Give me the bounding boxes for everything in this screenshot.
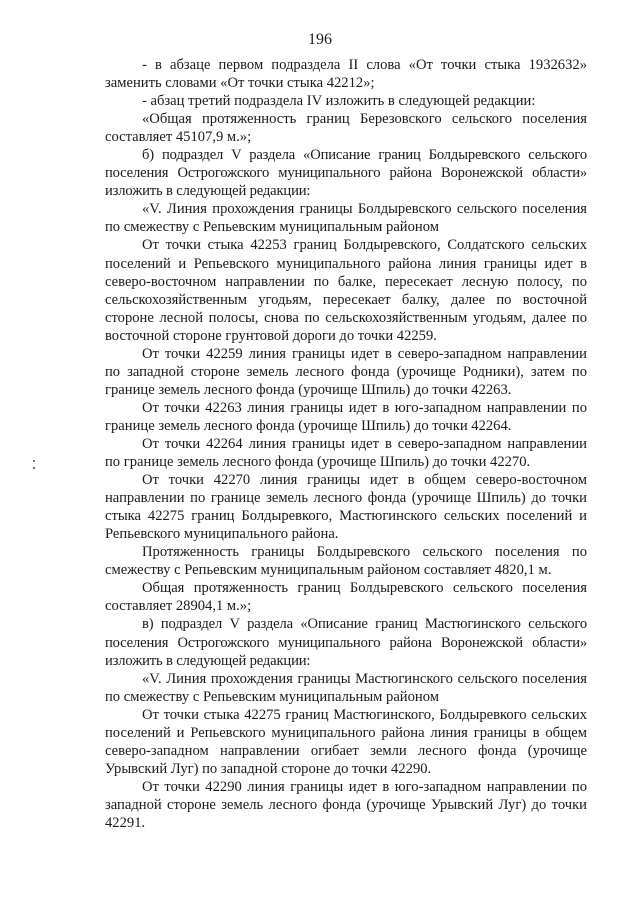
paragraph-boldyrevsky-border-length: Протяженность границы Болдыревского сельского поселения по смежеству с Репьевским муниципальным районом составляет 4820,1 м. [105, 544, 587, 579]
page-number: 196 [308, 31, 332, 48]
paragraph-amendment-subsection-4: - абзац третий подраздела IV изложить в следующей редакции: [142, 93, 536, 110]
paragraph-mastyuginsky-heading: «V. Линия прохождения границы Мастюгинского сельского поселения по смежеству с Репьевским муниципальным районом [105, 670, 587, 705]
paragraph-boldyrevsky-point-42259: От точки 42259 линия границы идет в северо-западном направлении по западной стороне земель лесного фонда (урочище Родники), затем по границе земель лесного фонда (урочище Шпиль) до точки 42263. [105, 345, 587, 398]
paragraph-mastyuginsky-intro: в) подраздел V раздела «Описание границ Мастюгинского сельского поселения Острогожского муниципального района Воронежской области» изложить в следующей редакции: [105, 616, 587, 669]
paragraph-boldyrevsky-point-42263: От точки 42263 линия границы идет в юго-западном направлении по границе земель лесного фонда (урочище Шпиль) до точки 42264. [105, 399, 587, 434]
paragraph-amendment-subsection-2: - в абзаце первом подраздела II слова «От точки стыка 1932632» заменить словами «От точки стыка 42212»; [105, 57, 587, 92]
paragraph-boldyrevsky-intro: б) подраздел V раздела «Описание границ Болдыревского сельского поселения Острогожского муниципального района Воронежской области» изложить в следующей редакции: [105, 147, 587, 200]
document-body [105, 56, 587, 832]
paragraph-boldyrevsky-point-42270: От точки 42270 линия границы идет в общем северо-восточном направлении по границе земель лесного фонда (урочище Шпиль) до точки стыка 42275 границ Болдыревкого, Мастюгинского сельских поселений и Репьевского муниципального района. [105, 472, 587, 543]
paragraph-boldyrevsky-point-42253: От точки стыка 42253 границ Болдыревского, Солдатского сельских поселений и Репьевского муниципального района линия границы идет в северо-восточном направлении по балке, пересекает лесную полосу, по сельскохозяйственным угодьям, пересекает балку, далее по восточной стороне лесной полосы, снова по сельскохозяйственным угодьям, далее по восточной стороне грунтовой дороги до точки 42259. [105, 237, 587, 344]
paragraph-boldyrevsky-total-length: Общая протяженность границ Болдыревского сельского поселения составляет 28904,1 м.»; [105, 580, 587, 615]
scan-speck-mark [33, 460, 36, 469]
paragraph-mastyuginsky-point-42275: От точки стыка 42275 границ Мастюгинского, Болдыревкого сельских поселений и Репьевского муниципального района линия границы в общем северо-западном направлении огибает земли лесного фонда (урочище Урывский Луг) по западной стороне до точки 42290. [105, 706, 587, 777]
paragraph-berezovsky-total-length: «Общая протяженность границ Березовского сельского поселения составляет 45107,9 м.»; [105, 111, 587, 146]
paragraph-boldyrevsky-heading: «V. Линия прохождения границы Болдыревского сельского поселения по смежеству с Репьевским муниципальным районом [105, 201, 587, 236]
paragraph-boldyrevsky-point-42264: От точки 42264 линия границы идет в северо-западном направлении по границе земель лесного фонда (урочище Шпиль) до точки 42270. [105, 435, 587, 471]
paragraph-mastyuginsky-point-42290: От точки 42290 линия границы идет в юго-западном направлении по западной стороне земель лесного фонда (урочище Урывский Луг) до точки 42291. [105, 778, 587, 831]
